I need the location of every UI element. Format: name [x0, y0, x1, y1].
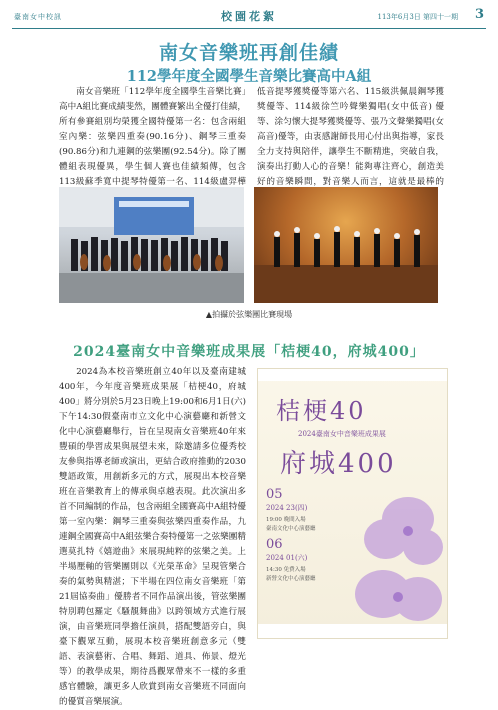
- section-title: 校園花絮: [221, 10, 277, 23]
- poster-title-1: 桔梗40: [276, 397, 367, 425]
- poster-date2-venue: 新營文化中心演藝廳: [266, 576, 316, 582]
- string-orchestra-group-photo: [59, 187, 244, 303]
- poster-date2-month: 06: [266, 537, 283, 552]
- issue-date: 113年6月3日 第四十一期: [377, 13, 458, 21]
- poster-date1-month: 05: [266, 487, 283, 502]
- photo-caption: ▲拍攝於弦樂團比賽現場: [205, 310, 293, 319]
- poster-date1-day: 2024 23(四): [266, 504, 308, 512]
- page-header: [0, 0, 498, 30]
- article1-text-left: 南女音樂班「112學年度全國學生音樂比賽」高中A組比賽成績斐然，團體賽繁出全優打佳績，所有參賽組別均榮獲全國特優第一名：包含兩組室內樂：弦樂四重奏(90.16分)、鋼琴三重奏(90.86分)和九連鋼的弦樂團(92.54分)。除了團體組表現優異，學生個人賽也佳績頻傳，包含113級蘇季寬中提琴特優第一名、114級盧羿樺: [59, 87, 246, 187]
- poster-date1-time: 19:00 晚間入場: [266, 517, 306, 523]
- article2-text: 2024為本校音樂班創立40年以及臺南建城400年，今年度音樂班成果展「桔梗40，府城400」將分別於5月23日晚上19:00和6月1日(六)下午14:30假臺南市立文化中心演藝廳和新營文化中心演藝廳舉行，旨在呈現南女音樂班40年來豐碩的學習成果與展望未來，除邀請多位優秀校友參與指導老師或演出，更結合政府推動的2030雙語政策，用創新多元的方式，展現出本校音樂班在音樂教育上的傳承與卓越表現。此次演出多首不同編制的作品，包含兩組全國賽高中A組特優第一室內樂：鋼琴三重奏與弦樂四重奏作品，九連鋼全國賽高中A組弦樂合奏特優第一之弦樂團精選莫扎特《嬉遊曲》來展現純粹的弦樂之美。上半場壓軸的管樂團則以《光榮革命》呈現管樂合奏的氣勢與精湛；下半場在四位南女音樂班「第21屆協奏曲」優勝者不同作品演出後，管弦樂團特別聘包羅定《騷靚舞曲》以跨領域方式進行展演，由音樂班同學擔任演員，搭配雙語旁白，與臺下觀眾互動，展現本校音樂班創意多元（雙語、表演藝術、合唱、舞蹈、道具、佈景、燈光等）的教學成果，期待爲觀眾帶來不一樣的多重感官體驗，讓更多人欣賞到南女音樂班不同面向的優質音樂展演。: [59, 367, 246, 707]
- newsletter-name: 臺南女中校訊: [14, 13, 62, 21]
- poster-date2-time: 14:30 免費入場: [266, 567, 306, 573]
- article1-subtitle: 112學年度全國學生音樂比賽高中A組: [126, 68, 372, 85]
- article2-title: 2024臺南女中音樂班成果展「桔梗40，府城400」: [73, 344, 425, 360]
- poster-title-2: 府城400: [280, 449, 397, 479]
- poster-subtitle: 2024臺南女中音樂班成果展: [298, 430, 386, 438]
- header-divider: [12, 28, 486, 29]
- page-number: 3: [474, 7, 484, 22]
- poster-date2-day: 2024 01(六): [266, 554, 308, 562]
- poster-date1-venue: 臺南文化中心演藝廳: [266, 526, 316, 532]
- concert-poster: [257, 368, 448, 639]
- article1-title: 南女音樂班再創佳績: [158, 42, 339, 64]
- orchestra-stage-photo: [254, 187, 438, 303]
- article1-text-right: 低音提琴獲獎優等第六名、115級洪佩晨鋼琴獲獎優等、114級徐竺吟聲樂獨唱(女中低音) 優等、涂匀懷大提琴獲獎優等、張乃文聲樂獨唱(女高音)優等，由衷感謝師長用心付出與指導，家長全力支持與陪伴，讓學生不斷精進，突破自我，演奏出打動人心的音樂！能夠專注齊心，創造美好的音樂瞬間，對音樂人而言，這就是最棒的: [257, 87, 444, 187]
